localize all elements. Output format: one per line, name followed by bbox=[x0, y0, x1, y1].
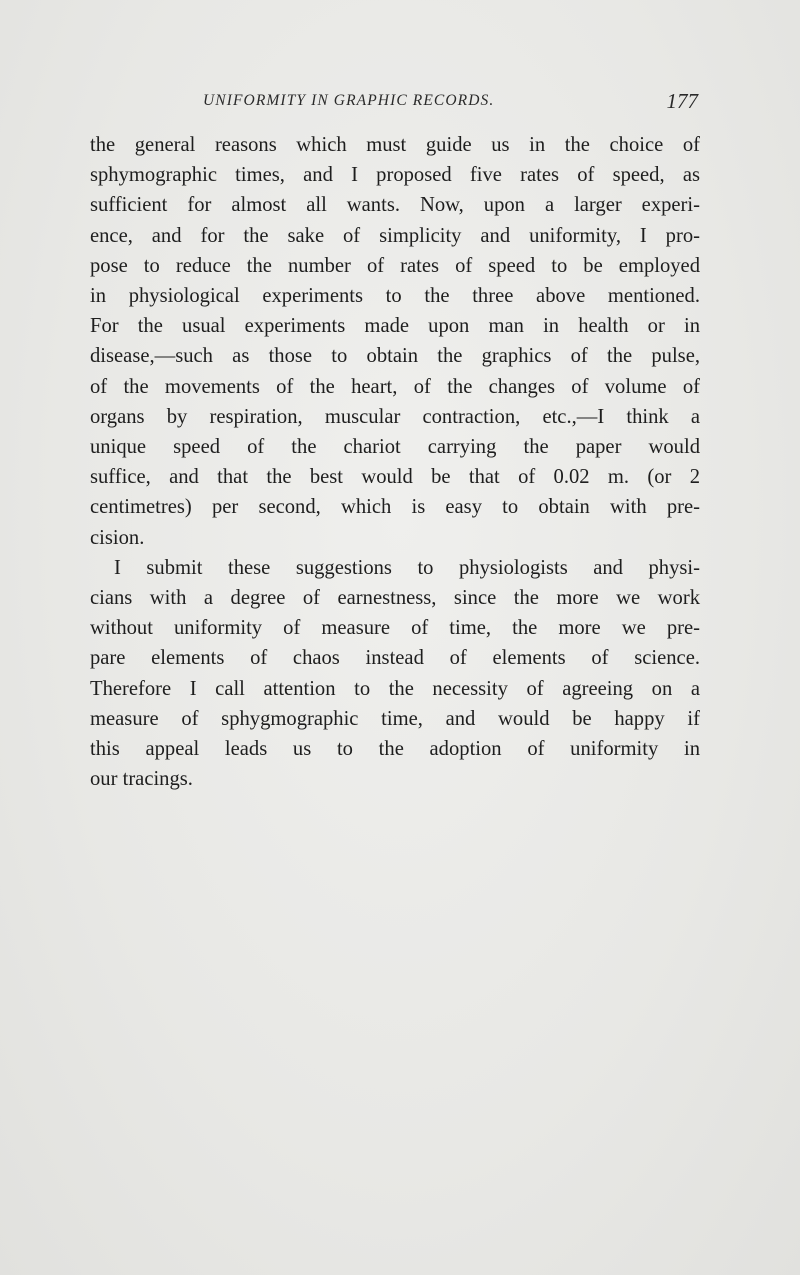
text-line: the general reasons which must guide us in the choice of bbox=[90, 134, 700, 156]
text-line: organs by respiration, muscular contraction, etc.,—I think a bbox=[90, 405, 700, 428]
page-number: 177 bbox=[666, 89, 698, 113]
text-line: For the usual experiments made upon man in health or in bbox=[90, 315, 700, 338]
text-line: cians with a degree of earnestness, since the more we work bbox=[90, 587, 700, 610]
text-line: Therefore I call attention to the necessity of agreeing on a bbox=[90, 677, 700, 700]
text-line: suffice, and that the best would be that of 0.02 m. (or 2 bbox=[90, 466, 700, 489]
text-line: our tracings. bbox=[90, 768, 193, 791]
text-line: sufficient for almost all wants. Now, upon a larger experi- bbox=[90, 194, 700, 217]
paragraph-2 bbox=[90, 553, 700, 795]
body-text bbox=[90, 130, 700, 794]
text-line: centimetres) per second, which is easy to obtain with pre- bbox=[90, 496, 700, 519]
text-line: pare elements of chaos instead of elements of science. bbox=[90, 647, 700, 670]
text-line: I submit these suggestions to physiologists and physi- bbox=[114, 556, 700, 579]
paragraph-1 bbox=[90, 130, 700, 553]
text-line: of the movements of the heart, of the changes of volume of bbox=[90, 375, 700, 398]
text-line: sphymographic times, and I proposed five rates of speed, as bbox=[90, 164, 700, 187]
text-line: unique speed of the chariot carrying the paper would bbox=[90, 436, 700, 459]
running-title: UNIFORMITY IN GRAPHIC RECORDS. bbox=[203, 92, 495, 109]
text-line: disease,—such as those to obtain the graphics of the pulse, bbox=[90, 345, 700, 368]
text-line: without uniformity of measure of time, the more we pre- bbox=[90, 617, 700, 640]
text-line: this appeal leads us to the adoption of uniformity in bbox=[90, 738, 700, 761]
text-line: ence, and for the sake of simplicity and uniformity, I pro- bbox=[90, 224, 700, 247]
text-line: measure of sphygmographic time, and would be happy if bbox=[90, 707, 700, 730]
text-line: pose to reduce the number of rates of speed to be employed bbox=[90, 254, 700, 277]
text-line: in physiological experiments to the three above mentioned. bbox=[90, 285, 700, 308]
running-head bbox=[90, 89, 702, 116]
text-line: cision. bbox=[90, 526, 145, 549]
